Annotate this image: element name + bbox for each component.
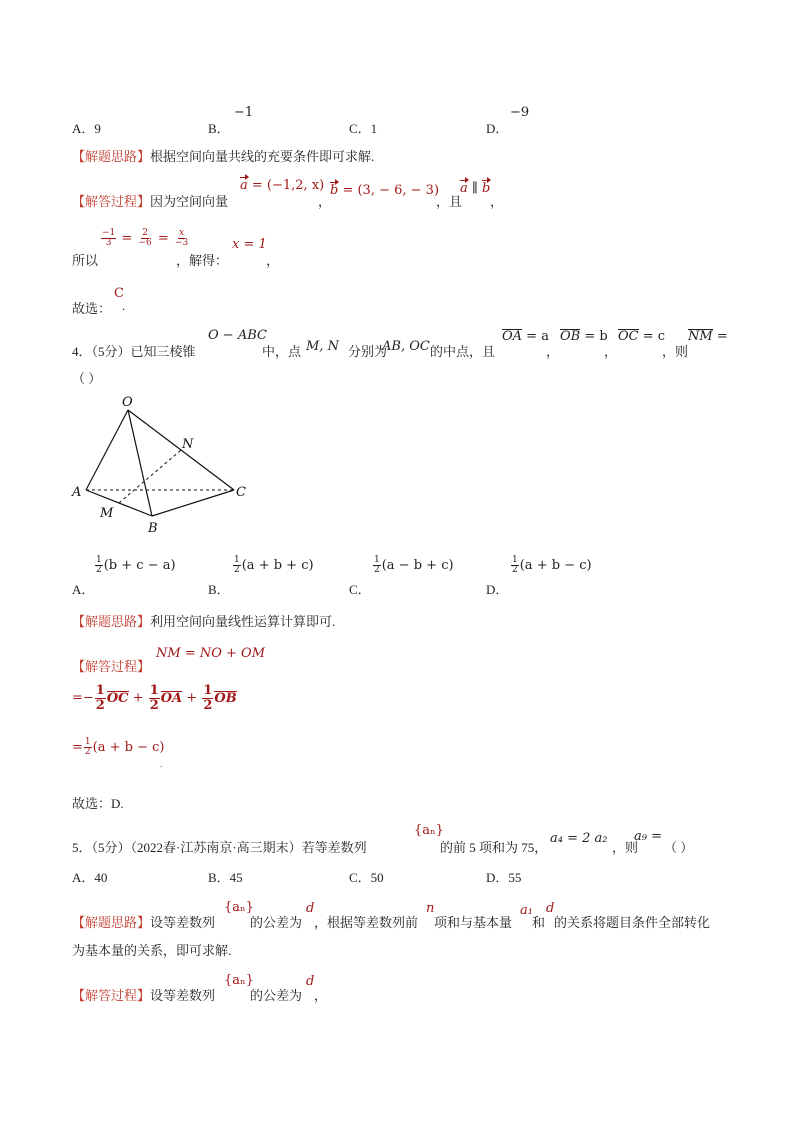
q5-idea: 【解题思路】设等差数列 — [72, 915, 216, 930]
q4-option-a: $\frac{1}{2}$ (b + c − a) — [96, 555, 176, 575]
q4-option-d-letter: D． — [486, 582, 509, 597]
q4-nm: NM = — [688, 329, 728, 344]
q4-mn: M, N — [306, 339, 339, 354]
edge-bc — [152, 490, 234, 516]
q4-text: 分别为 — [348, 344, 388, 359]
q4-step3: = $\frac{1}{2}$ (a + b − c) — [72, 737, 165, 757]
edge-oa — [86, 410, 128, 490]
label-o: O — [122, 395, 133, 410]
q3-option-b-value: −1 — [234, 105, 254, 120]
q3-solution: x = 1 — [232, 237, 267, 252]
q4-step1: NM = NO + OM — [156, 646, 266, 661]
q4-then: ，则 — [662, 344, 689, 359]
q3-option-c: C．1 — [349, 121, 378, 136]
q3-option-a: A．9 — [72, 121, 101, 136]
q4-choose: 故选：D. — [72, 796, 124, 811]
q5-proc-seq: {aₙ} — [224, 973, 254, 988]
q4-pyramid: O − ABC — [208, 328, 267, 343]
q4-option-a-letter: A． — [72, 582, 95, 597]
q5-stem: 5．（5分）（2022春·江苏南京·高三期末）若等差数列 — [72, 840, 367, 855]
q5-idea-text: 的公差为 — [250, 915, 303, 930]
q4-oa: OA = a — [502, 329, 549, 344]
idea-label: 【解题思路】 — [72, 915, 151, 930]
q5-idea-text: ，根据等差数列前 — [314, 915, 419, 930]
period: . — [122, 298, 126, 313]
process-label: 【解答过程】 — [72, 988, 151, 1003]
segment-mn — [119, 450, 181, 503]
q4-ob: OB = b — [560, 329, 608, 344]
q4-text: 中，点 — [262, 344, 302, 359]
q3-vec-a: a = (−1,2, x) — [240, 178, 325, 193]
q4-option-c: $\frac{1}{2}$ (a − b + c) — [374, 555, 454, 575]
idea-label: 【解题思路】 — [72, 149, 151, 164]
comma: ， — [546, 344, 560, 359]
q5-idea-n: n — [426, 901, 435, 916]
q5-option-c: C．50 — [349, 870, 384, 885]
q4-option-b-letter: B． — [208, 582, 230, 597]
q5-option-a: A．40 — [72, 870, 108, 885]
label-c: C — [236, 485, 246, 500]
q3-process: 【解答过程】因为空间向量 — [72, 194, 229, 209]
q5-proc-d: d — [306, 974, 315, 989]
q4-option-b: $\frac{1}{2}$ (a + b + c) — [234, 555, 314, 575]
q4-abo: AB, OC — [382, 339, 430, 354]
q5-cond: a₄ = 2 a₂ — [550, 831, 608, 846]
q5-proc-text: 的公差为 — [250, 988, 303, 1003]
q5-idea-a1: a₁ — [520, 903, 533, 918]
q4-process-label: 【解答过程】 — [72, 659, 151, 674]
q3-vec-b: b = (3, − 6, − 3) — [330, 183, 440, 198]
comma: ， — [318, 194, 332, 209]
q5-then: ，则 — [612, 840, 639, 855]
q4-blank: （ ） — [72, 371, 102, 386]
dot: . — [160, 760, 162, 769]
q5-idea-text: 的关系将题目条件全部转化 — [554, 915, 711, 930]
comma: ， — [266, 253, 280, 268]
q3-ratio: $\frac{-1}{3}$ = $\frac{2}{-6}$ = $\frac{x}{-3}$ — [102, 228, 189, 248]
q3-answer: C — [114, 286, 124, 301]
comma: ， — [490, 194, 504, 209]
q3-option-b: B． — [208, 121, 230, 136]
q3-parallel: a ∥ b — [460, 181, 491, 196]
q4-text: 的中点，且 — [430, 344, 496, 359]
idea-label: 【解题思路】 — [72, 614, 151, 629]
q5-idea-line2: 为基本量的关系，即可求解. — [72, 943, 232, 958]
label-b: B — [148, 521, 158, 536]
q4-step2: =− $\frac{1}{2}$ OC + $\frac{1}{2}$ OA + $\frac{1}{2}$ OB — [72, 683, 237, 713]
label-m: M — [100, 506, 114, 521]
q5-idea-d2: d — [546, 901, 555, 916]
q3-option-d: D． — [486, 121, 509, 136]
q5-option-d: D．55 — [486, 870, 522, 885]
q4-option-c-letter: C． — [349, 582, 371, 597]
tetrahedron-diagram — [66, 392, 256, 540]
q3-option-d-value: −9 — [510, 105, 530, 120]
q4-stem-number: 4．（5分）已知三棱锥 — [72, 344, 196, 359]
q5-text1: 的前 5 项和为 75， — [440, 840, 548, 855]
q5-idea-text: 和 — [532, 915, 546, 930]
q5-blank: （ ） — [664, 840, 694, 855]
q5-process: 【解答过程】设等差数列 — [72, 988, 216, 1003]
solve-text: ，解得： — [176, 253, 229, 268]
and-text: ，且 — [436, 194, 463, 209]
label-n: N — [182, 437, 194, 452]
q5-proc-end: ， — [314, 988, 328, 1003]
q5-idea-d: d — [306, 901, 315, 916]
q5-idea-seq: {aₙ} — [224, 900, 254, 915]
label-a: A — [72, 485, 82, 500]
comma: ， — [604, 344, 618, 359]
q4-option-d: $\frac{1}{2}$ (a + b − c) — [512, 555, 592, 575]
q5-seq: {aₙ} — [414, 823, 444, 838]
q5-idea-text: 项和与基本量 — [434, 915, 513, 930]
so-text: 所以 — [72, 253, 99, 268]
process-label: 【解答过程】 — [72, 194, 151, 209]
q5-a9: a₉ = — [634, 829, 662, 844]
q4-idea: 【解题思路】利用空间向量线性运算计算即可. — [72, 614, 336, 629]
q5-option-b: B．45 — [208, 870, 243, 885]
choose-text: 故选： — [72, 301, 112, 316]
q3-idea: 【解题思路】根据空间向量共线的充要条件即可求解. — [72, 149, 375, 164]
q4-oc: OC = c — [618, 329, 666, 344]
